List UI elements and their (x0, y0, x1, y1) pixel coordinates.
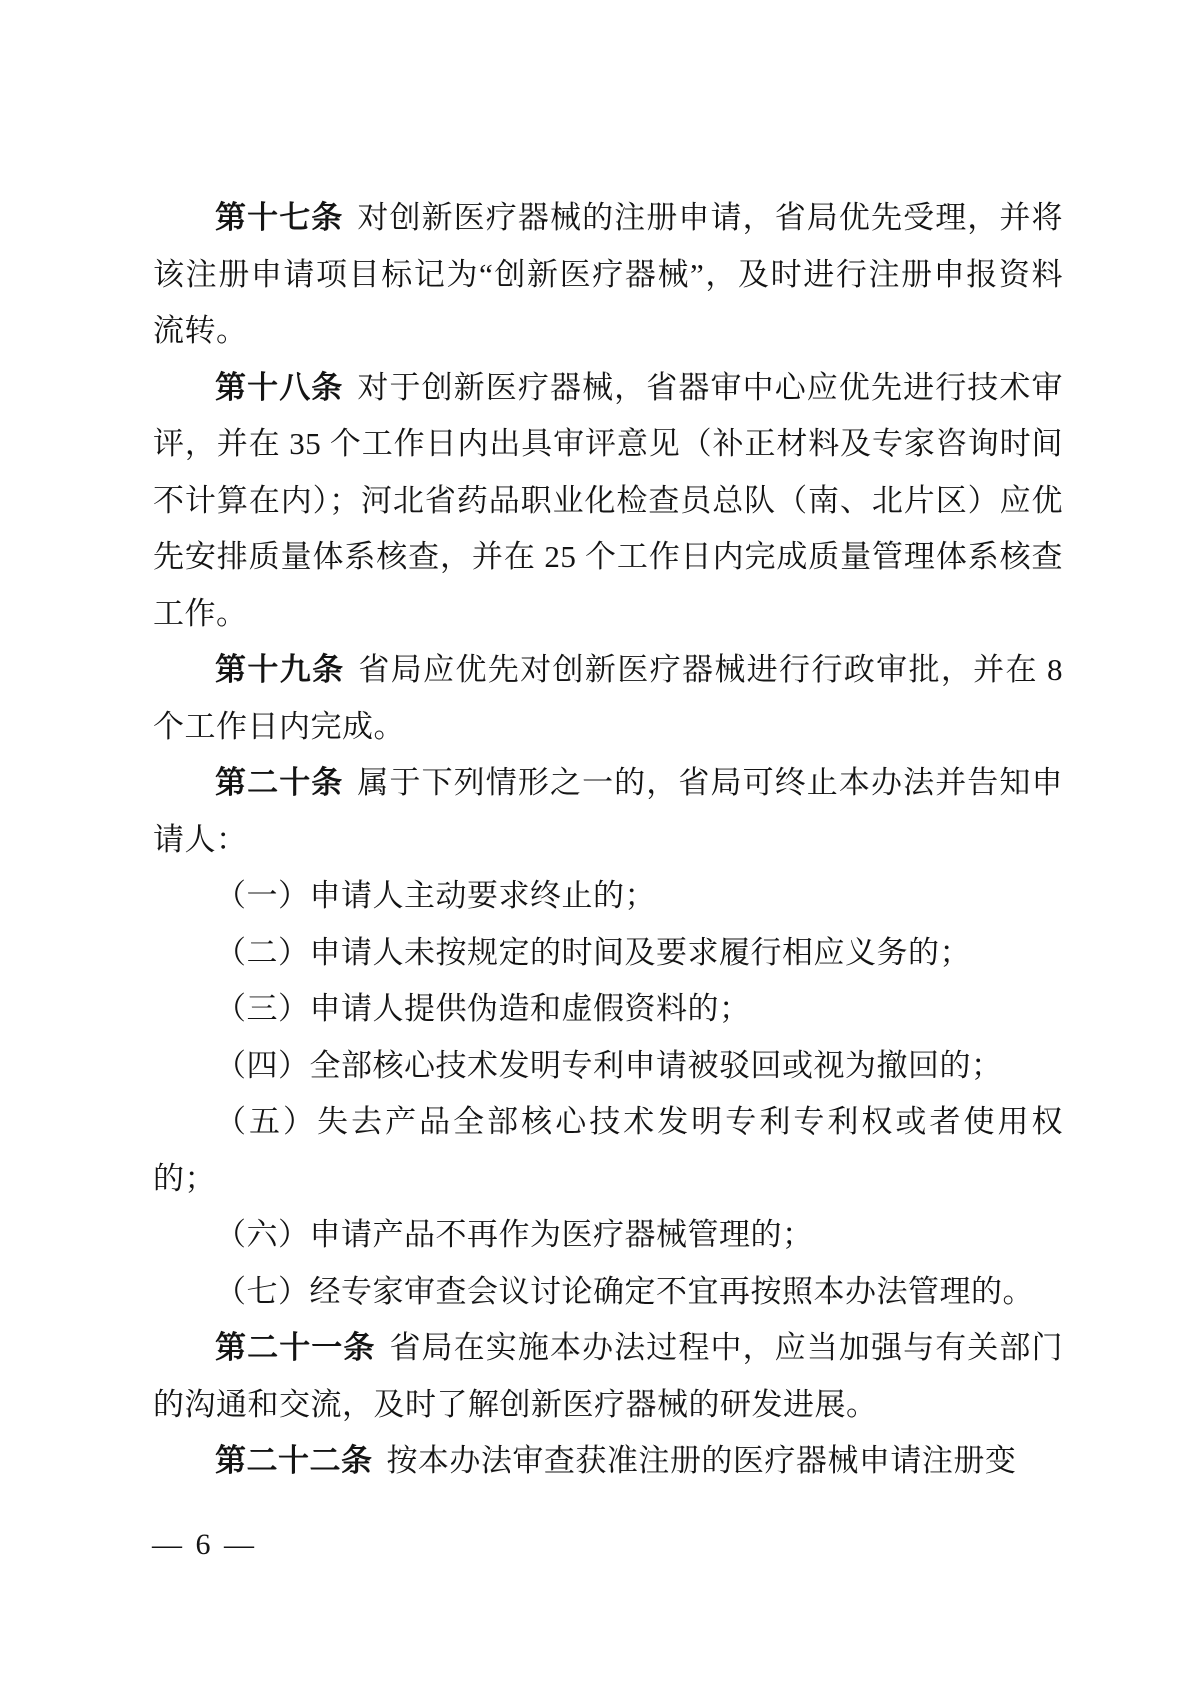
page-number: — 6 — (152, 1528, 257, 1561)
para-article-21 (153, 1320, 1063, 1433)
article-20-text: 属于下列情形之一的，省局可终止本办法并告知申请人： (153, 765, 1064, 857)
list-item-6-text: （六）申请产品不再作为医疗器械管理的； (215, 1217, 814, 1252)
list-item-6 (153, 1207, 1063, 1264)
document-body (153, 190, 1063, 1490)
list-item-4-text: （四）全部核心技术发明专利申请被驳回或视为撤回的； (215, 1047, 1003, 1083)
list-item-7 (153, 1264, 1063, 1321)
list-item-2 (153, 925, 1063, 982)
list-item-4 (153, 1038, 1063, 1095)
article-21-text: 省局在实施本办法过程中，应当加强与有关部门的沟通和交流，及时了解创新医疗器械的研发进展。 (153, 1330, 1064, 1422)
para-article-17 (153, 190, 1063, 360)
article-17-text: 对创新医疗器械的注册申请，省局优先受理，并将该注册申请项目标记为“创新医疗器械”，及时进行注册申报资料流转。 (153, 200, 1064, 348)
para-article-20 (153, 755, 1063, 868)
article-19-number: 第十九条 (215, 652, 345, 687)
article-21-number: 第二十一条 (215, 1330, 376, 1365)
list-item-3-text: （三）申请人提供伪造和虚假资料的； (215, 991, 751, 1026)
article-18-number: 第十八条 (215, 369, 344, 405)
article-17-number: 第十七条 (215, 200, 344, 235)
list-item-3 (153, 981, 1063, 1038)
list-item-1 (153, 868, 1063, 925)
article-19-text: 省局应优先对创新医疗器械进行行政审批，并在 8 个工作日内完成。 (153, 652, 1064, 744)
list-item-5-text: （五）失去产品全部核心技术发明专利专利权或者使用权的； (153, 1104, 1063, 1196)
para-article-22 (153, 1433, 1063, 1490)
article-22-text: 按本办法审查获准注册的医疗器械申请注册变 (386, 1443, 1017, 1478)
para-article-19 (153, 642, 1063, 755)
list-item-1-text: （一）申请人主动要求终止的； (215, 878, 656, 913)
article-22-number: 第二十二条 (215, 1443, 373, 1478)
article-18-text: 对于创新医疗器械，省器审中心应优先进行技术审评，并在 35 个工作日内出具审评意见（补正材料及专家咨询时间不计算在内）；河北省药品职业化检查员总队（南、北片区）应优先安排质量体系核查，并在 25 个工作日内完成质量管理体系核查工作。 (153, 369, 1064, 631)
para-article-18 (153, 360, 1063, 643)
list-item-7-text: （七）经专家审查会议讨论确定不宜再按照本办法管理的。 (215, 1273, 1034, 1309)
article-20-number: 第二十条 (215, 765, 344, 800)
list-item-2-text: （二）申请人未按规定的时间及要求履行相应义务的； (215, 934, 971, 970)
list-item-5 (153, 1094, 1063, 1207)
